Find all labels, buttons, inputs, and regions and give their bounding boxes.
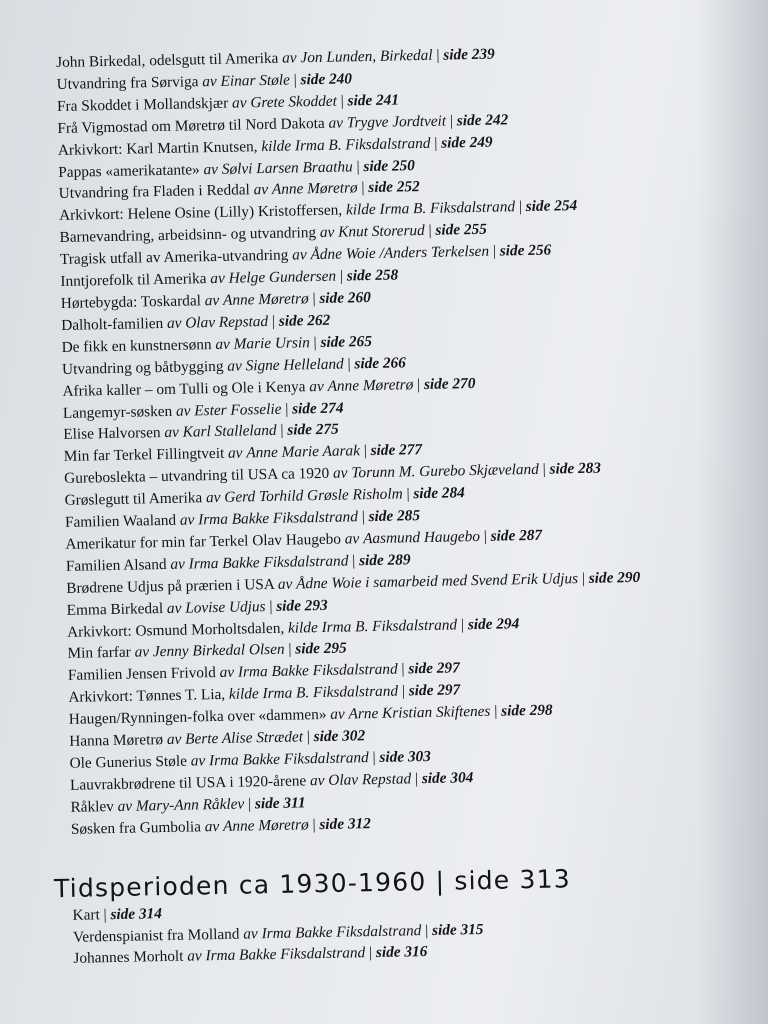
entry-title: Familien Jensen Frivold [67,664,216,685]
entry-title: John Birkedal, odelsgutt til Amerika [56,49,279,71]
entry-page: side 287 [490,526,543,545]
entry-connector: av [215,335,231,353]
entry-title: Utvandring og båtbygging [61,357,224,378]
entry-separator: | [494,702,498,720]
entry-separator: | [247,795,252,813]
entry-page: side 256 [499,241,552,260]
entry-author: Gerd Torhild Grøsle Risholm [224,485,403,506]
entry-author: Berte Alise Strædet [185,728,304,748]
entry-title: Familien Alsand [65,555,167,575]
entry-author: Karl Stalleland [182,422,277,442]
entry-separator: | [356,157,360,175]
entry-author: Torunn M. Gurebo Skjæveland [351,461,540,482]
entry-title: Ole Gunerius Støle [69,752,188,772]
entry-connector: av [134,643,150,662]
entry-separator: | [449,112,454,130]
entry-title: Min farfar [67,644,131,663]
entry-separator: | [492,242,497,260]
entry-separator: | [280,422,284,440]
entry-author: Marie Ursin [233,333,310,353]
entry-connector: av [277,575,293,593]
entry-connector: av [253,181,269,199]
entry-author: kilde Irma B. Fiksdalstrand [228,682,399,704]
entry-separator: | [269,597,273,615]
entry-title: Emma Birkedal [66,599,164,619]
entry-separator: | [363,442,367,460]
entry-title: Hanna Møretrø [69,731,164,750]
entry-connector: av [328,114,344,132]
entry-page: side 297 [408,681,461,700]
entry-title: Søsken fra Gumbolia [70,818,202,838]
entry-separator: | [361,508,365,526]
entry-separator: | [103,905,107,923]
entry-author: Anne Møretrø [327,375,414,395]
entry-title: Afrika kaller – om Tulli og Ole i Kenya [62,377,306,400]
entry-separator: | [368,944,373,962]
entry-separator: | [401,660,405,678]
entry-author: Irma Bakke Fiksdalstrand [237,660,398,681]
entry-connector: av [204,817,220,836]
entry-author: Grete Skoddet [250,92,338,112]
entry-connector: av [309,377,324,395]
entry-title: Arkivkort: Karl Martin Knutsen, [57,137,258,159]
entry-author: kilde Irma B. Fiksdalstrand [287,615,458,637]
entry-page: side 316 [375,943,428,962]
entry-author: Irma Bakke Fiksdalstrand [188,552,349,573]
entry-author: Ester Fosselie [194,400,282,419]
entry-separator: | [414,770,419,788]
entry-connector: av [210,269,225,288]
entry-author: Jon Lunden, Birkedal [300,46,433,67]
entry-page: side 240 [300,70,353,89]
section-entries [72,891,768,970]
entry-separator: | [372,748,376,767]
entry-author: Olav Repstad [185,312,269,332]
entry-separator: | [285,400,289,418]
entry-page: side 284 [413,484,465,503]
entry-page: side 266 [354,354,407,373]
entry-page: side 283 [549,459,602,478]
entry-page: side 290 [588,568,641,587]
entry-connector: av [227,444,243,463]
entry-page: side 265 [320,332,373,351]
entry-page: side 302 [313,727,366,746]
entry-page: side 314 [110,904,163,923]
entry-separator: | [542,460,546,478]
entry-title: Barnevandring, arbeidsinn- og utvandring [59,224,317,247]
entry-page: side 289 [358,551,411,570]
entry-title: Verdenspianist fra Molland [72,925,240,946]
entry-connector: av [190,752,206,770]
entry-author: Mary-Ann Råklev [135,795,245,815]
entry-author: Ådne Woie i samarbeid med Svend Erik Udjus [295,569,579,593]
entry-separator: | [518,198,523,216]
entry-connector: av [227,357,242,375]
entry-page: side 255 [435,221,488,239]
entry-title: Johannes Morholt [73,948,184,968]
entry-title: Utvandring fra Fladen i Reddal [58,181,251,203]
table-of-contents [56,39,768,841]
entry-title: Pappas «amerikatante» [58,160,200,181]
entry-page: side 293 [276,596,328,615]
entry-title: Grøslegutt til Amerika [64,489,203,510]
section-heading: Tidsperioden ca 1930-1960 | side 313 [53,863,572,903]
entry-connector: av [292,246,307,264]
entry-separator: | [347,355,351,373]
entry-title: Frå Vigmostad om Møretrø til Nord Dakota [57,114,325,137]
entry-title: Familien Waaland [64,511,177,531]
entry-title: Min far Terkel Fillingtveit [63,445,225,466]
entry-separator: | [293,71,297,89]
entry-title: Fra Skoddet i Mollandskjær [56,94,229,115]
entry-separator: | [352,552,356,570]
entry-separator: | [312,290,316,308]
entry-page: side 260 [319,288,371,307]
entry-connector: av [117,797,133,815]
entry-author: Knut Storerud [338,222,425,241]
entry-page: side 274 [291,399,344,418]
entry-separator: | [401,682,406,700]
entry-author: Irma Bakke Fiksdalstrand [205,944,366,965]
entry-title: Dalholt-familien [61,314,164,334]
entry-page: side 252 [368,178,420,197]
entry-connector: av [309,771,325,790]
entry-page: side 241 [347,91,400,110]
entry-page: side 315 [431,920,484,939]
entry-connector: av [164,424,180,442]
entry-author: Trygve Jordtveit [346,112,447,132]
entry-author: Anne Marie Aarak [246,442,361,462]
entry-page: side 311 [254,794,306,813]
entry-connector: av [219,664,235,682]
entry-page: side 304 [421,769,474,788]
entry-title: Lauvrakbrødrene til USA i 1920-årene [69,772,307,794]
entry-page: side 242 [456,111,509,130]
entry-separator: | [483,527,487,545]
entry-author: Aasmund Haugebo [362,527,481,548]
entry-separator: | [434,134,438,152]
entry-separator: | [416,375,421,393]
entry-separator: | [460,615,465,633]
entry-connector: av [330,705,345,724]
entry-author: Arne Kristian Skiftenes [348,702,491,723]
entry-separator: | [436,46,440,64]
entry-connector: av [332,464,348,482]
entry-connector: av [187,947,202,966]
entry-page: side 312 [319,814,371,833]
entry-title: Hørtebygda: Toskardal [60,292,202,312]
entry-title: Elise Halvorsen [63,424,161,444]
entry-page: side 285 [368,507,421,526]
entry-separator: | [340,92,344,110]
entry-author: Signe Helleland [245,355,344,375]
entry-title: Haugen/Rynningen-folka over «dammen» [68,706,327,729]
document-page [53,39,768,971]
entry-separator: | [428,222,432,240]
entry-title: Arkivkort: Tønnes T. Lia, [68,686,226,707]
entry-page: side 258 [346,266,399,285]
entry-title: Råklev [70,797,114,816]
entry-page: side 262 [278,311,331,330]
entry-separator: | [313,333,317,351]
entry-author: Irma Bakke Fiksdalstrand [208,749,369,770]
entry-connector: av [175,401,191,420]
entry-connector: av [282,49,297,67]
entry-author: Anne Møretrø [222,816,309,835]
entry-connector: av [179,511,195,529]
entry-title: Amerikatur for min far Terkel Olav Haugebo [65,530,342,553]
entry-separator: | [306,728,311,746]
entry-separator: | [288,641,292,659]
entry-author: Sølvi Larsen Braathu [221,157,353,178]
entry-connector: av [243,924,258,943]
entry-connector: av [203,160,219,178]
entry-author: Jenny Birkedal Olsen [152,641,285,661]
entry-separator: | [361,179,365,197]
entry-author: Irma Bakke Fiksdalstrand [198,508,359,529]
entry-separator: | [424,921,429,939]
entry-author: kilde Irma B. Fiksdalstrand [345,198,516,219]
entry-separator: | [271,312,276,330]
entry-title: Langemyr-søsken [62,402,173,422]
entry-author: Ådne Woie /Anders Terkelsen [310,242,490,264]
entry-author: Einar Støle [220,71,291,90]
entry-page: side 297 [408,659,460,678]
entry-title: Tragisk utfall av Amerika-utvandring [59,246,289,269]
entry-author: Anne Møretrø [271,179,358,199]
entry-page: side 294 [467,614,520,633]
entry-page: side 239 [443,45,495,64]
entry-connector: av [204,291,220,310]
entry-title: Utvandring fra Sørviga [56,73,199,93]
entry-page: side 295 [295,639,347,658]
entry-page: side 249 [440,133,493,152]
entry-separator: | [312,815,316,833]
entry-author: Anne Møretrø [222,290,309,309]
entry-page: side 270 [423,374,476,393]
entry-connector: av [170,555,185,573]
entry-connector: av [166,730,182,749]
entry-page: side 303 [379,747,432,766]
entry-page: side 254 [525,197,578,216]
entry-connector: av [319,223,335,242]
entry-separator: | [581,569,586,587]
entry-separator: | [339,267,344,285]
entry-connector: av [202,72,217,91]
entry-title: Kart [72,905,100,924]
entry-title: Arkivkort: Osmund Morholtsdalen, [66,619,285,641]
entry-author: Olav Repstad [328,770,412,789]
entry-connector: av [205,489,221,507]
entry-connector: av [166,599,182,617]
entry-page: side 250 [363,156,415,175]
entry-title: Brødrene Udjus på prærien i USA [66,575,275,597]
entry-page: side 275 [287,421,339,440]
entry-title: Inntjorefolk til Amerika [60,270,207,291]
entry-connector: av [166,314,182,332]
entry-author: Helge Gundersen [228,267,337,287]
entry-title: Arkivkort: Helene Osine (Lilly) Kristoffersen, [58,201,343,225]
entry-author: Irma Bakke Fiksdalstrand [261,921,422,942]
entry-title: Gureboslekta – utvandring til USA ca 1920 [64,465,330,488]
entry-connector: av [344,530,360,548]
entry-page: side 298 [500,701,553,720]
entry-author: Lovise Udjus [185,597,266,617]
entry-separator: | [406,485,410,503]
entry-title: De fikk en kunstnersønn [61,335,212,356]
entry-connector: av [231,94,247,112]
entry-author: kilde Irma B. Fiksdalstrand [261,134,431,155]
entry-page: side 277 [370,441,423,460]
